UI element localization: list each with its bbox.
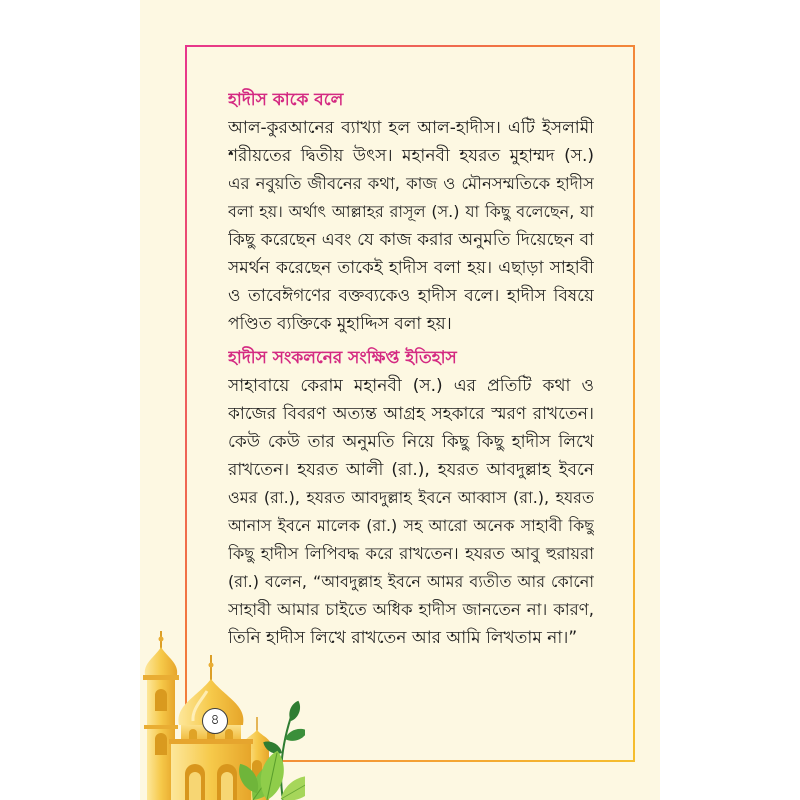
paragraph-line: রাখতেন। হযরত আলী (রা.), হযরত আবদুল্লাহ ইবনে — [228, 460, 594, 480]
paragraph-line: সাহাবায়ে কেরাম মহানবী (স.) এর প্রতিটি কথা ও — [228, 376, 594, 396]
paragraph-line: ওমর (রা.), হযরত আবদুল্লাহ ইবনে আব্বাস (রা.), হযরত — [228, 488, 594, 507]
paragraph-line: ও তাবেঈগণের বক্তব্যকেও হাদীস বলে। হাদীস বিষয়ে — [228, 286, 594, 306]
paragraph-line: তিনি হাদীস লিখে রাখতেন আর আমি লিখতাম না।” — [228, 628, 578, 648]
paragraph-line: এর নবুয়তি জীবনের কথা, কাজ ও মৌনসম্মতিকে হাদীস — [228, 174, 594, 193]
paragraph-line: কিছু হাদীস লিপিবদ্ধ করে রাখতেন। হযরত আবু হুরায়রা — [228, 544, 594, 563]
paragraph-line: কিছু করেছেন এবং যে কাজ করার অনুমতি দিয়েছেন বা — [228, 230, 594, 250]
paragraph-line: বলা হয়। অর্থাৎ আল্লাহর রাসূল (স.) যা কিছু বলেছেন, যা — [228, 202, 594, 221]
paragraph-line: কাজের বিবরণ অত্যন্ত আগ্রহ সহকারে স্মরণ রাখতেন। — [228, 404, 594, 424]
paragraph-history — [228, 372, 594, 652]
paragraph-line: কেউ কেউ তার অনুমতি নিয়ে কিছু কিছু হাদীস লিখে — [228, 432, 594, 452]
section-heading: হাদীস কাকে বলে — [228, 90, 344, 110]
paragraph-line: আনাস ইবনে মালেক (রা.) সহ আরো অনেক সাহাবী কিছু — [228, 516, 594, 535]
paragraph-line: পণ্ডিত ব্যক্তিকে মুহাদ্দিস বলা হয়। — [228, 314, 452, 334]
paragraph-line: আল-কুরআনের ব্যাখ্যা হল আল-হাদীস। এটি ইসলামী — [228, 118, 594, 138]
paragraph-line: সমর্থন করেছেন তাকেই হাদীস বলা হয়। এছাড়া সাহাবী — [228, 258, 594, 278]
paragraph-definition — [228, 114, 594, 338]
paragraph-line: (রা.) বলেন, “আবদুল্লাহ ইবনে আমর ব্যতীত আর কোনো — [228, 572, 594, 591]
section-heading: হাদীস সংকলনের সংক্ষিপ্ত ইতিহাস — [228, 348, 457, 368]
page-number: ৪ — [202, 708, 228, 734]
paragraph-line: সাহাবী আমার চাইতে অধিক হাদীস জানতেন না। কারণ, — [228, 600, 594, 619]
paragraph-line: শরীয়তের দ্বিতীয় উৎস। মহানবী হযরত মুহাম্মদ (স.) — [228, 146, 594, 166]
